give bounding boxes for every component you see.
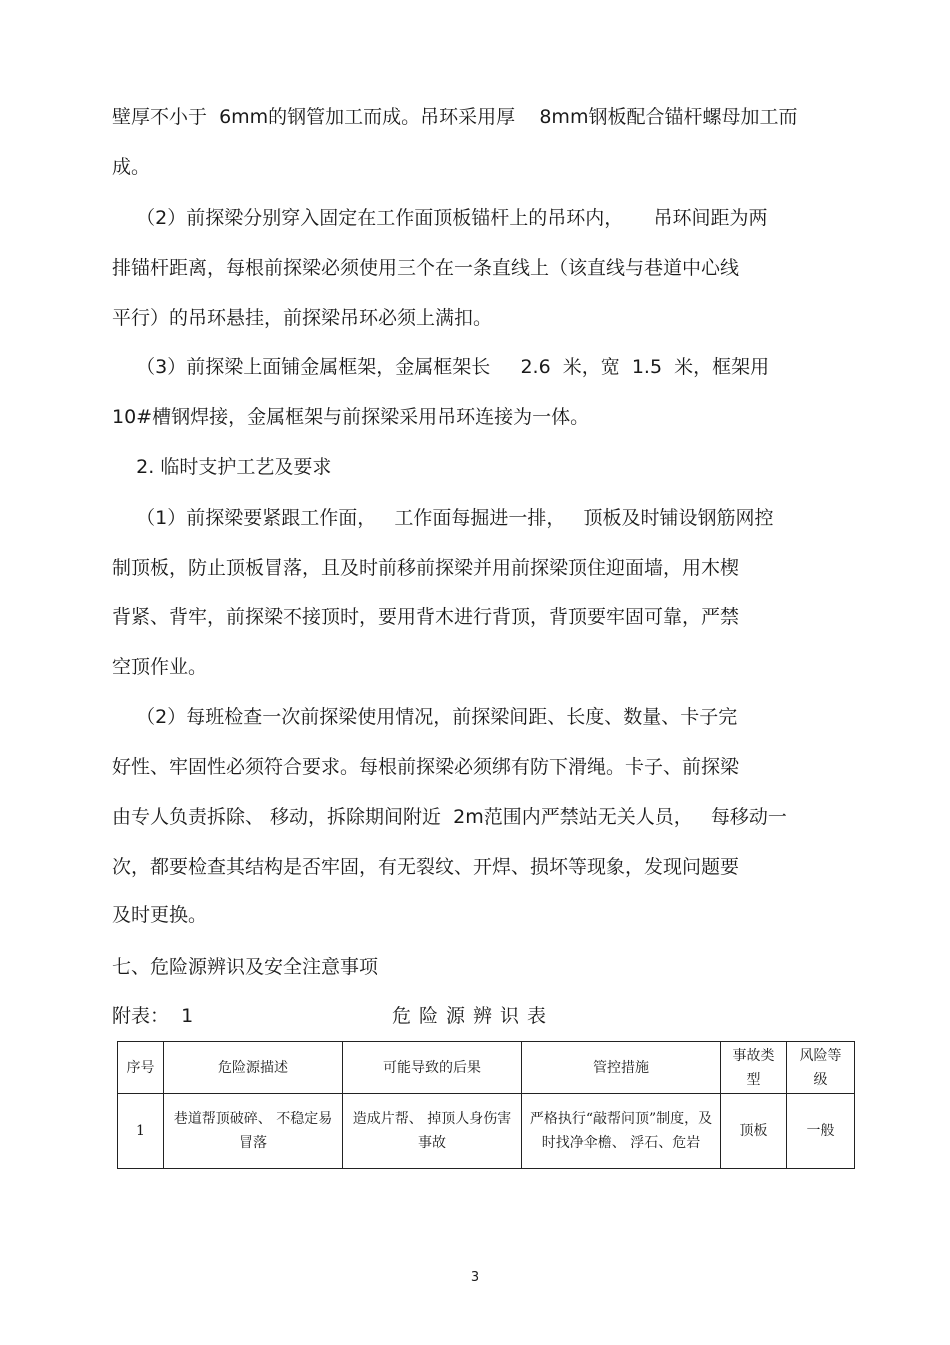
body-text-line: 平行）的吊环悬挂，前探梁吊环必须上满扣。: [112, 307, 493, 329]
section-heading: 七、危险源辨识及安全注意事项: [112, 956, 379, 978]
header-control-measures: 管控措施: [522, 1042, 721, 1094]
page-number: 3: [470, 1270, 480, 1285]
body-text-line: （1）前探梁要紧跟工作面， 工作面每掘进一排， 顶板及时铺设钢筋网控: [112, 507, 774, 529]
body-text-line: 成。: [112, 156, 151, 178]
header-accident-type: 事故类型: [721, 1042, 787, 1094]
header-possible-consequence: 可能导致的后果: [343, 1042, 522, 1094]
cell-possible-consequence: 造成片帮、 掉顶人身伤害事故: [343, 1094, 522, 1169]
body-text-line: 好性、牢固性必须符合要求。每根前探梁必须绑有防下滑绳。卡子、前探梁: [112, 756, 740, 778]
body-text-line: 壁厚不小于 6mm的钢管加工而成。吊环采用厚 8mm钢板配合锚杆螺母加工而: [112, 106, 798, 128]
table-header-row: [118, 1042, 855, 1094]
body-text-line: （2）每班检查一次前探梁使用情况，前探梁间距、长度、数量、卡子完: [112, 706, 738, 728]
cell-risk-level: 一般: [787, 1094, 855, 1169]
body-text-line: 背紧、背牢，前探梁不接顶时，要用背木进行背顶，背顶要牢固可靠，严禁: [112, 606, 740, 628]
appendix-label: 附表： 1: [112, 1005, 194, 1027]
body-text-line: 空顶作业。: [112, 656, 208, 678]
body-text-line: 制顶板，防止顶板冒落，且及时前移前探梁并用前探梁顶住迎面墙，用木楔: [112, 557, 740, 579]
body-text-line: （2）前探梁分别穿入固定在工作面顶板锚杆上的吊环内， 吊环间距为两: [112, 207, 768, 229]
header-risk-level: 风险等级: [787, 1042, 855, 1094]
cell-accident-type: 顶板: [721, 1094, 787, 1169]
body-text-line: 次，都要检查其结构是否牢固，有无裂纹、开焊、损坏等现象，发现问题要: [112, 856, 740, 878]
cell-hazard-description: 巷道帮顶破碎、 不稳定易冒落: [164, 1094, 343, 1169]
cell-serial-number: 1: [118, 1094, 164, 1169]
table-row: [118, 1094, 855, 1169]
body-text-line: 排锚杆距离，每根前探梁必须使用三个在一条直线上（该直线与巷道中心线: [112, 257, 740, 279]
body-text-line: 及时更换。: [112, 904, 208, 926]
cell-control-measures: 严格执行“敲帮问顶”制度，及时找净伞檐、 浮石、危岩: [522, 1094, 721, 1169]
body-text-line: （3）前探梁上面铺金属框架，金属框架长 2.6 米，宽 1.5 米，框架用: [112, 356, 770, 378]
body-text-line: 10#槽钢焊接，金属框架与前探梁采用吊环连接为一体。: [112, 406, 590, 428]
header-hazard-description: 危险源描述: [164, 1042, 343, 1094]
body-text-line: 由专人负责拆除、 移动，拆除期间附近 2m范围内严禁站无关人员， 每移动一: [112, 806, 787, 828]
table-title: 危险源辨识表: [392, 1005, 555, 1027]
hazard-identification-table: [117, 1041, 855, 1169]
section-subheading: 2. 临时支护工艺及要求: [112, 456, 332, 478]
header-serial-number: 序号: [118, 1042, 164, 1094]
